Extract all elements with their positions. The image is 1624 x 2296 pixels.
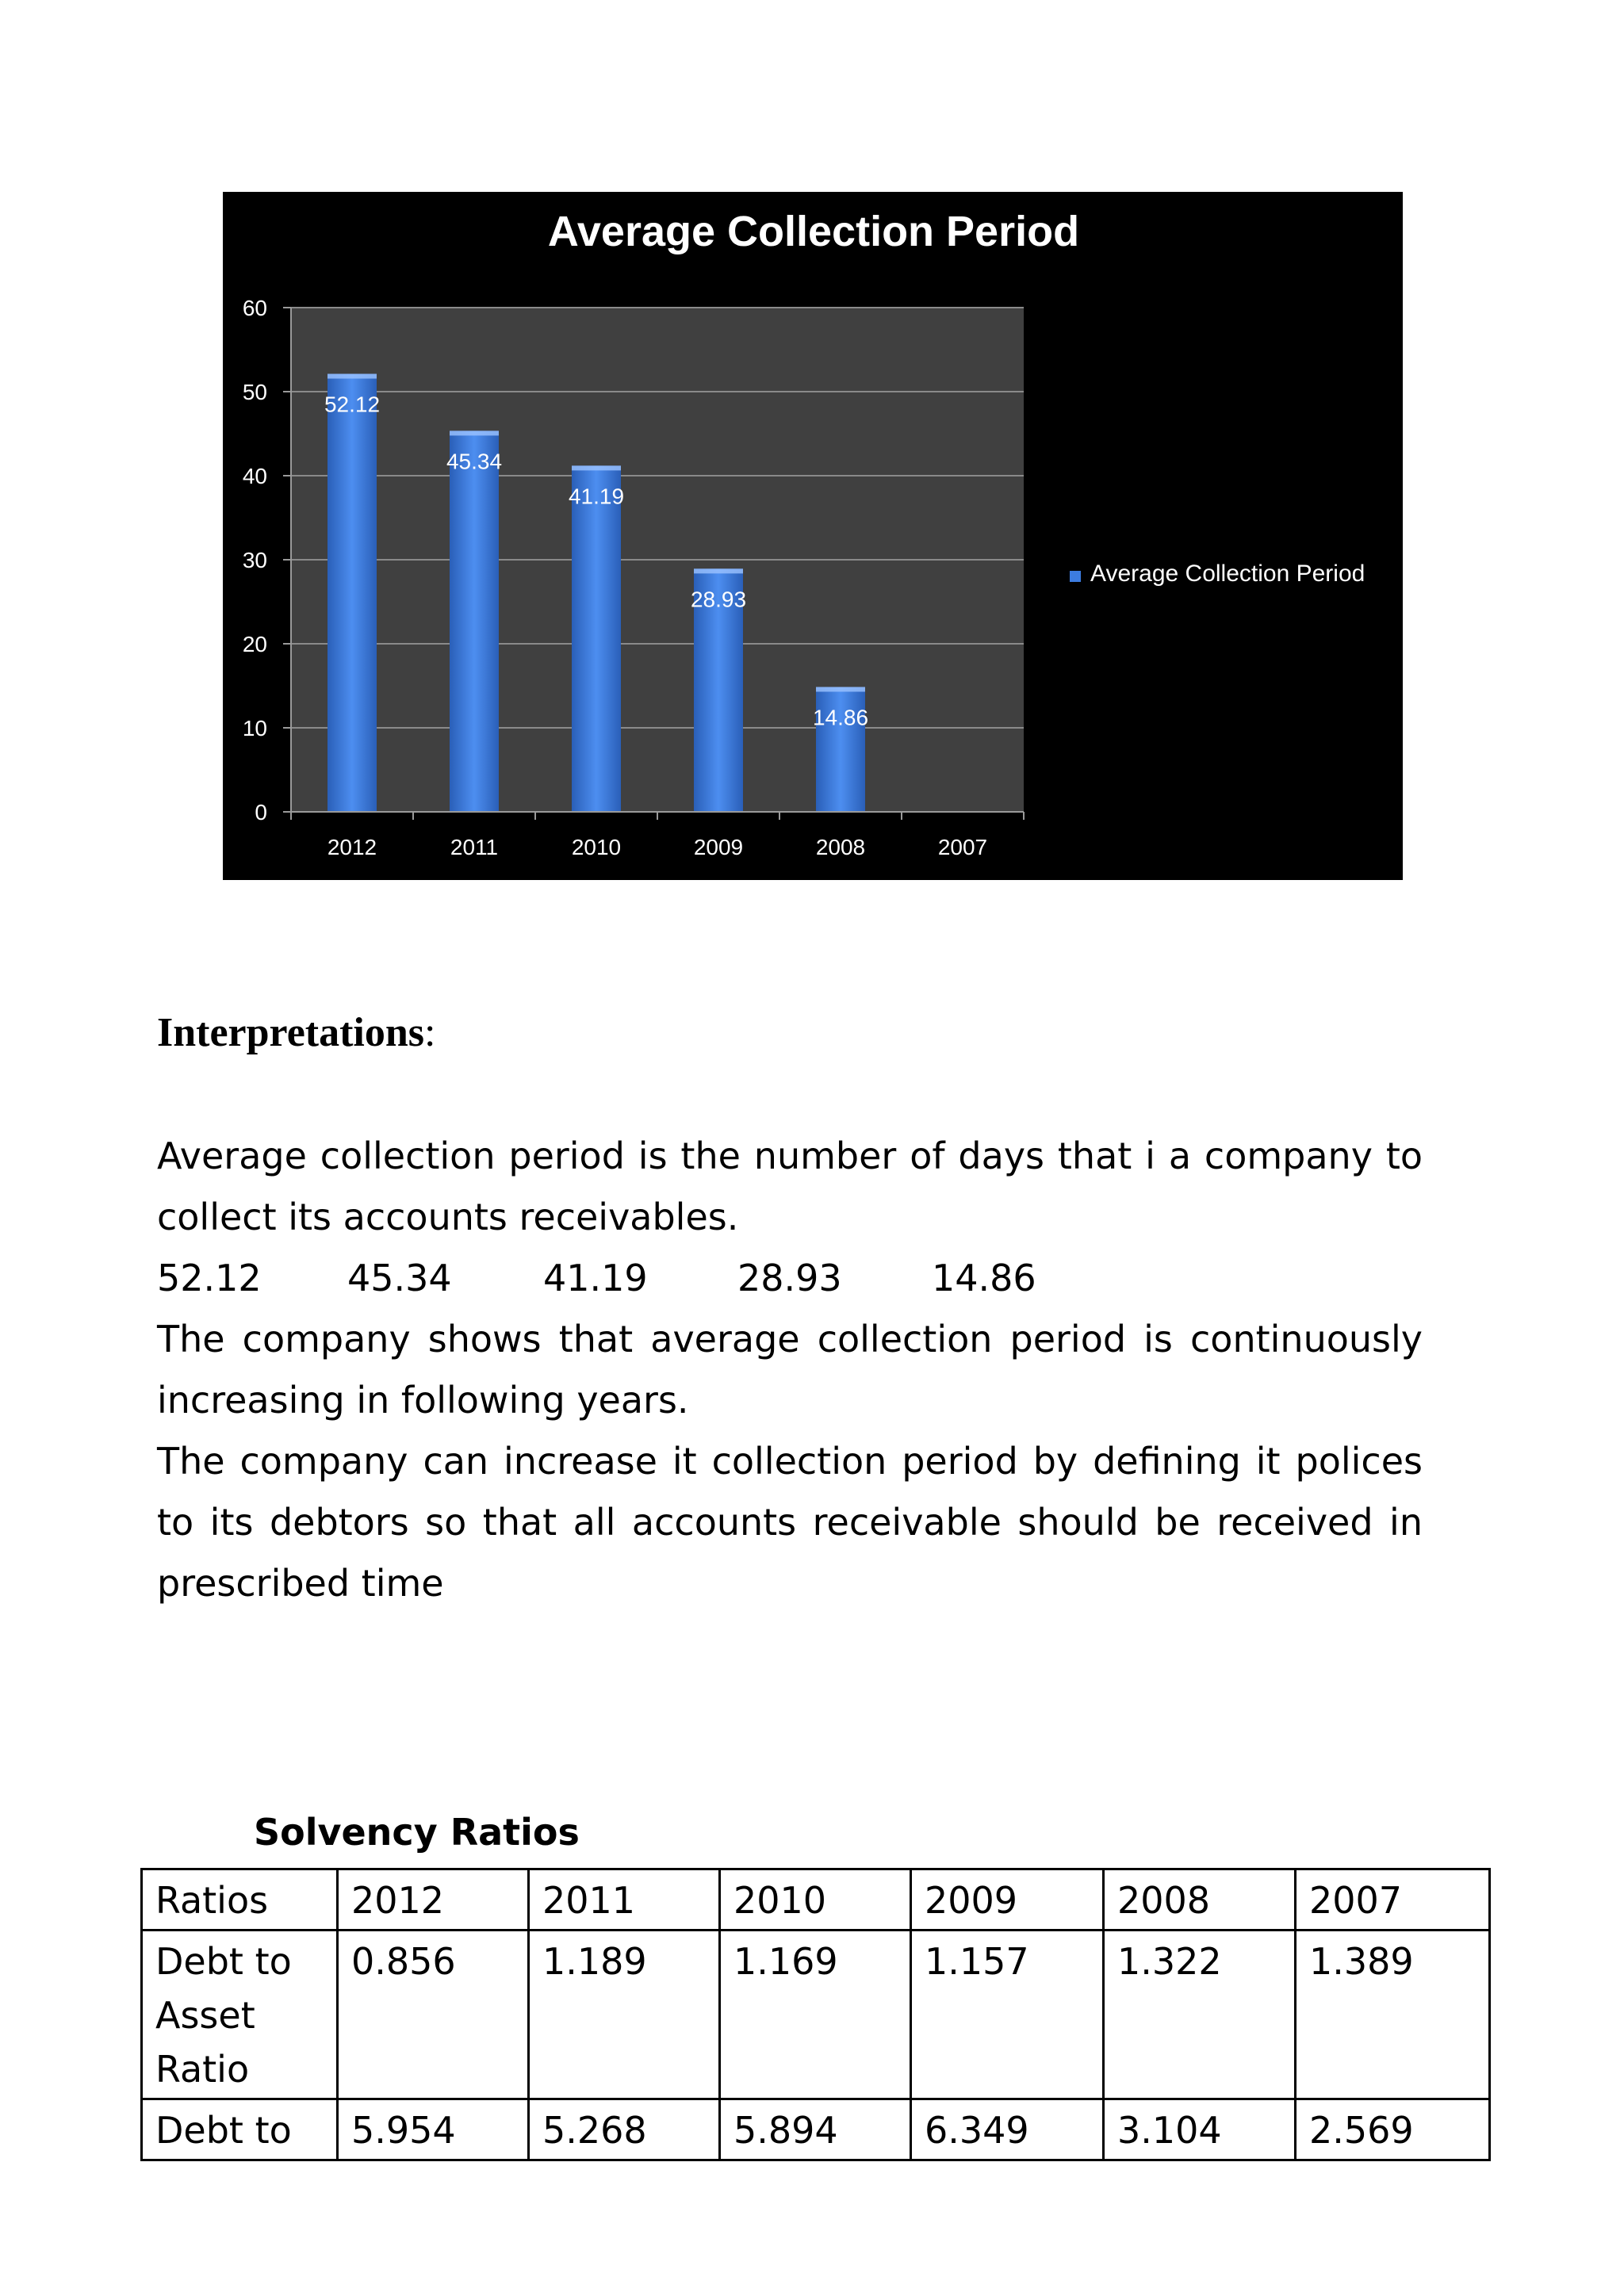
bar-cap: [327, 374, 377, 379]
header-cell: 2008: [1104, 1869, 1296, 1931]
interpretation-line-1: Average collection period is the number of days that i a company to: [157, 1135, 1423, 1177]
data-label: 14.86: [812, 705, 869, 730]
table-cell: 1.389: [1296, 1931, 1490, 2099]
value-2009: 28.93: [737, 1257, 842, 1299]
bar-cap: [450, 430, 499, 435]
x-tick-label: 2007: [937, 835, 988, 859]
header-cell: 2007: [1296, 1869, 1490, 1931]
bar-cap: [572, 465, 621, 470]
header-cell: 2011: [529, 1869, 720, 1931]
y-axis-ticks: [243, 296, 291, 825]
y-tick-label: 0: [255, 800, 267, 825]
table-cell: 6.349: [911, 2099, 1104, 2160]
table-cell: 5.894: [720, 2099, 911, 2160]
header-cell: 2012: [338, 1869, 529, 1931]
table-row: [142, 2099, 1490, 2160]
x-tick-label: 2008: [815, 835, 866, 859]
value-2012: 52.12: [157, 1257, 262, 1299]
value-2008: 14.86: [932, 1257, 1036, 1299]
y-tick-label: 60: [242, 296, 267, 320]
chart-legend: [1070, 561, 1365, 587]
legend-swatch: [1070, 571, 1081, 582]
solvency-ratios-table: [140, 1868, 1491, 2161]
table-cell: 1.322: [1104, 1931, 1296, 2099]
y-tick-label: 50: [242, 380, 267, 404]
bar: [327, 374, 377, 812]
y-tick-label: 10: [242, 716, 267, 740]
x-tick-label: 2010: [571, 835, 622, 859]
bar: [572, 465, 621, 812]
y-tick-label: 30: [242, 548, 267, 572]
chart-svg: [223, 192, 1403, 880]
x-tick-label: 2009: [693, 835, 744, 859]
table-header-row: [142, 1869, 1490, 1931]
data-label: 28.93: [690, 587, 747, 612]
value-2010: 41.19: [543, 1257, 648, 1299]
data-label: 52.12: [324, 392, 381, 417]
header-cell: 2009: [911, 1869, 1104, 1931]
chart-title: Average Collection Period: [547, 208, 1080, 255]
bar: [450, 430, 499, 812]
interpretation-line-2: collect its accounts receivables.: [157, 1196, 739, 1238]
interpretation-para-2: The company shows that average collection period is continuously increasing in following years.: [157, 1318, 1423, 1422]
data-label: 41.19: [568, 484, 625, 509]
legend-label: Average Collection Period: [1090, 561, 1365, 587]
y-tick-label: 20: [242, 632, 267, 656]
interpretation-para-3: The company can increase it collection period by defining it polices to its debtors so that all accounts receivable should be received in prescribed time: [157, 1440, 1423, 1605]
table-cell: 0.856: [338, 1931, 529, 2099]
table-row: [142, 1931, 1490, 2099]
data-label: 45.34: [446, 449, 503, 474]
table-cell: 1.189: [529, 1931, 720, 2099]
bar-cap: [694, 568, 743, 573]
header-cell: 2010: [720, 1869, 911, 1931]
collection-period-chart: [223, 192, 1403, 880]
table-cell: 5.268: [529, 2099, 720, 2160]
table-cell: 1.157: [911, 1931, 1104, 2099]
bar-cap: [816, 687, 865, 691]
ratio-name-cell: Debt to: [142, 2099, 338, 2160]
value-2011: 45.34: [347, 1257, 452, 1299]
table-cell: 1.169: [720, 1931, 911, 2099]
table-cell: 3.104: [1104, 2099, 1296, 2160]
x-tick-label: 2011: [450, 835, 499, 859]
interpretations-heading: Interpretations:: [157, 1010, 436, 1055]
x-axis-ticks: [291, 812, 1024, 859]
solvency-title: Solvency Ratios: [254, 1811, 580, 1854]
table-cell: 5.954: [338, 2099, 529, 2160]
y-tick-label: 40: [242, 464, 267, 488]
x-tick-label: 2012: [327, 835, 377, 859]
header-cell: Ratios: [142, 1869, 338, 1931]
ratio-name-cell: Debt to Asset Ratio: [142, 1931, 338, 2099]
table-cell: 2.569: [1296, 2099, 1490, 2160]
